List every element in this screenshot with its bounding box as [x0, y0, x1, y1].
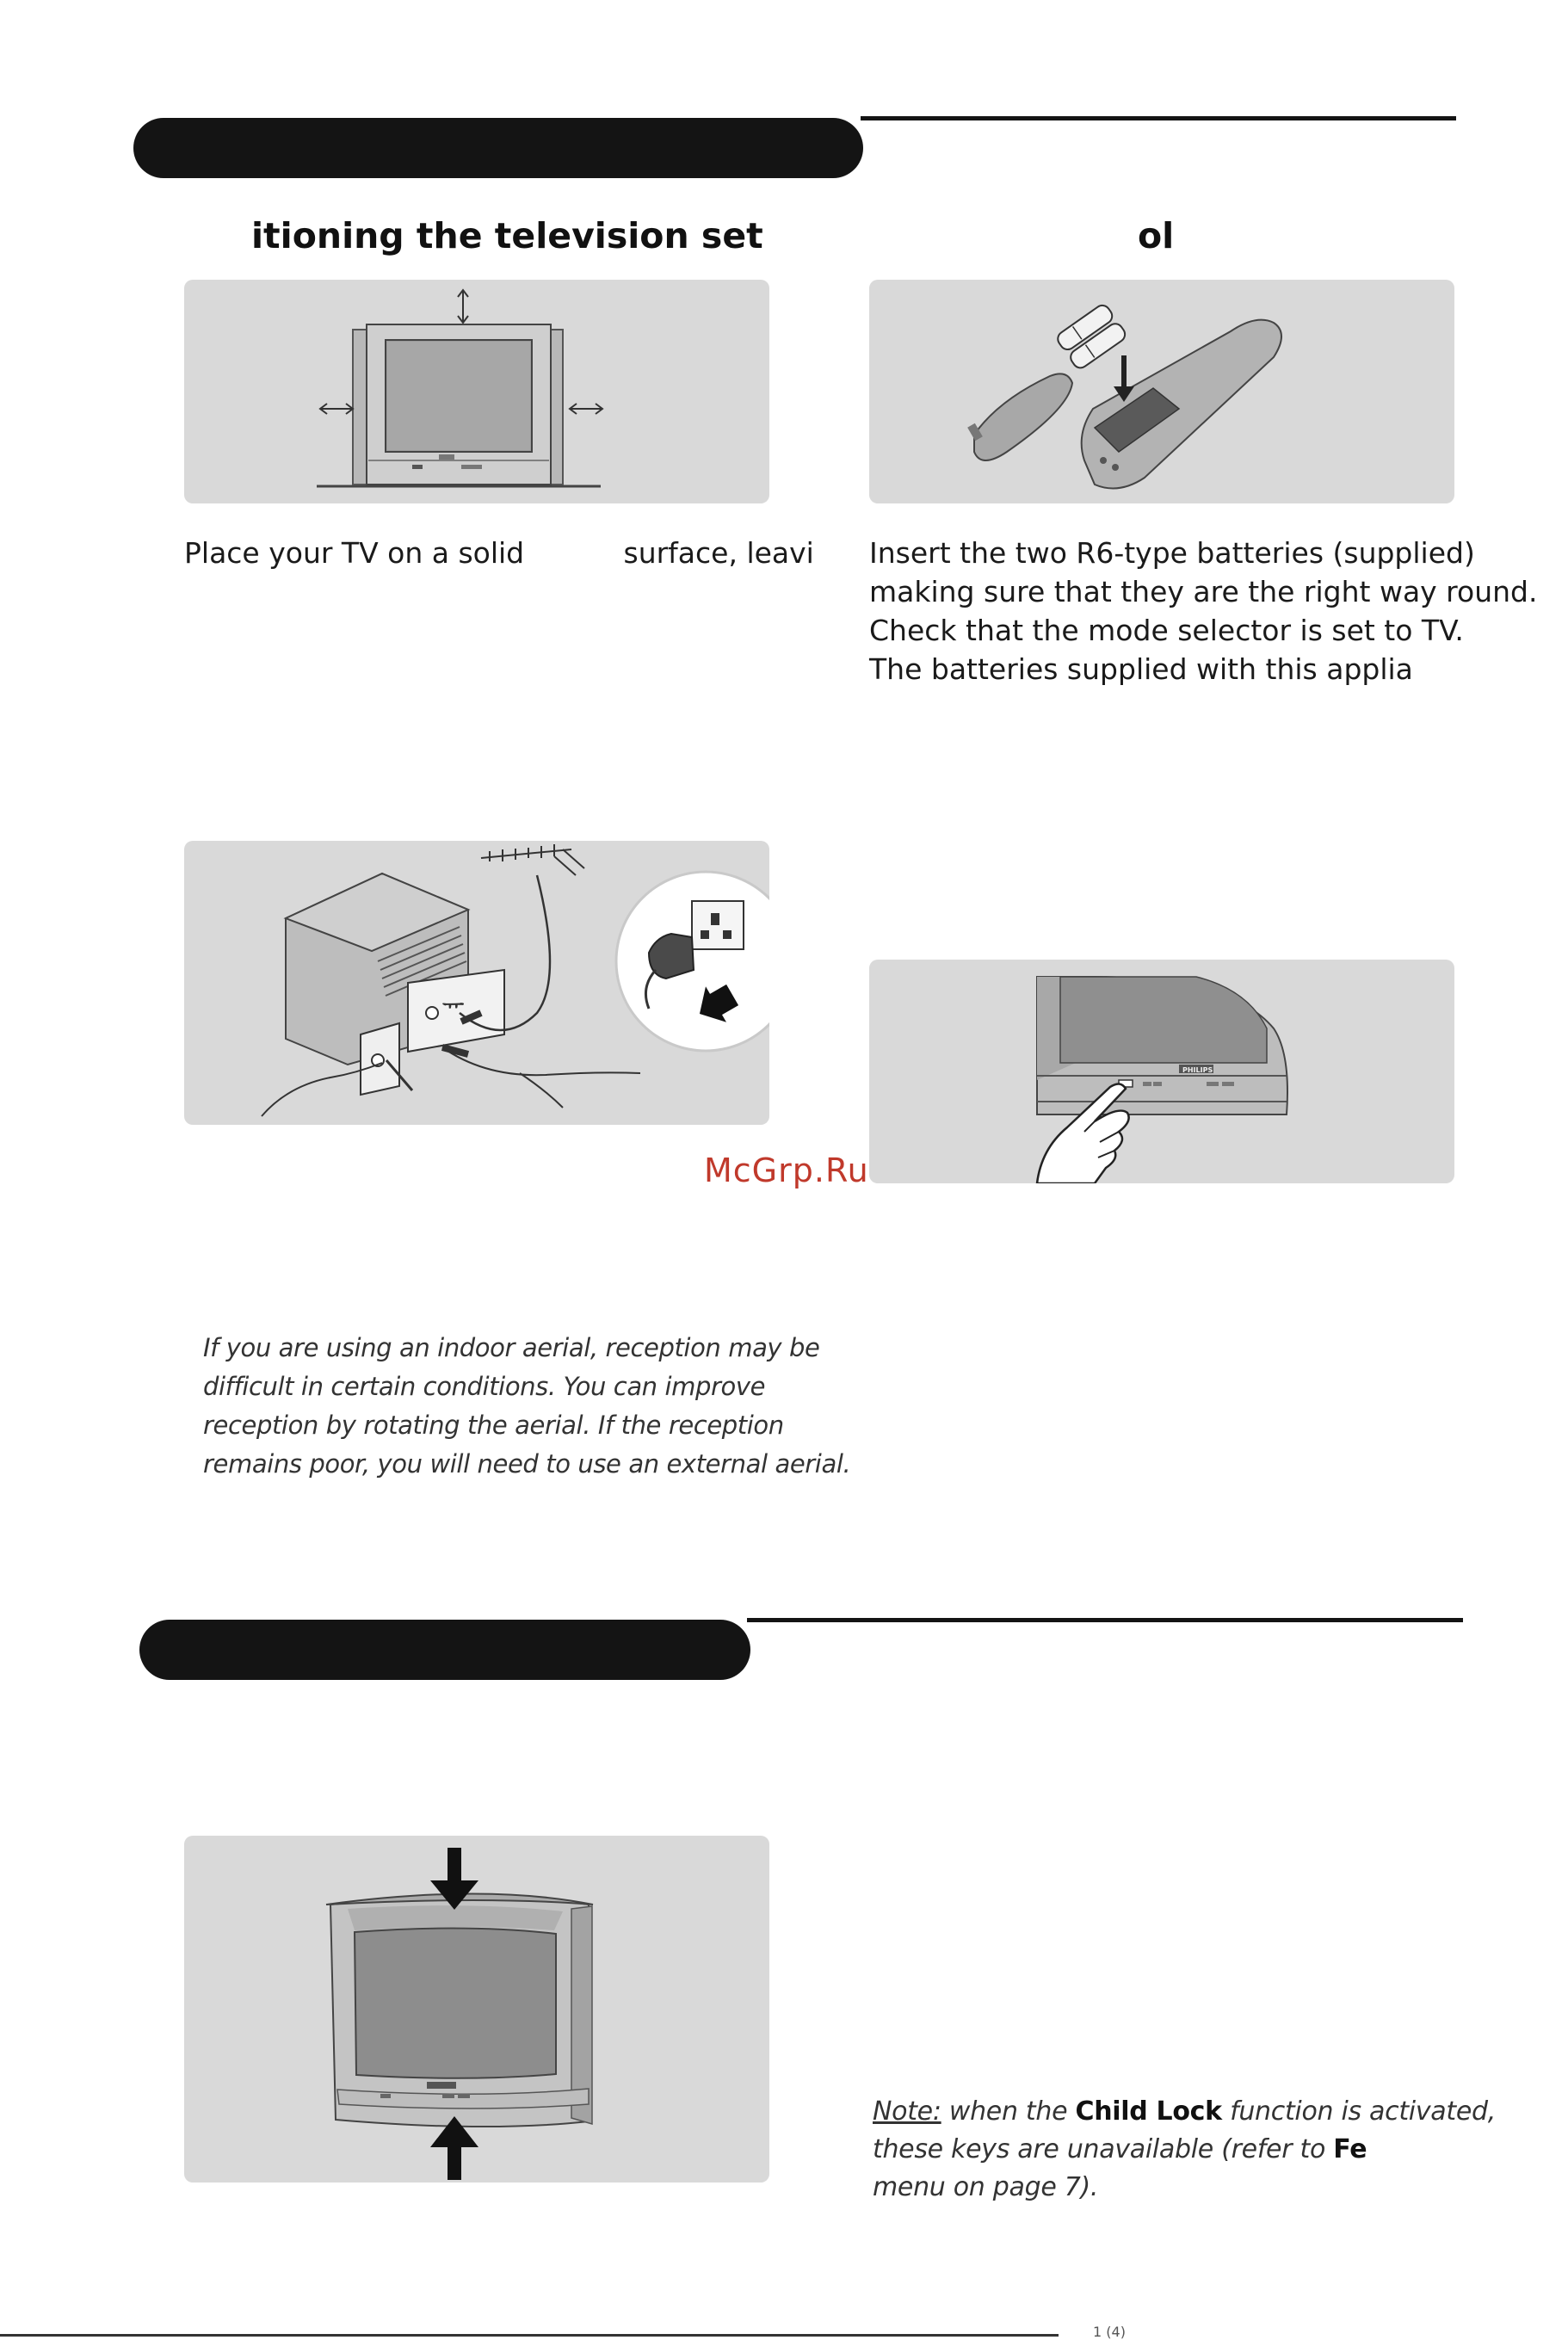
- footer-rule: [0, 2334, 1059, 2337]
- remote-instructions-line: The batteries supplied with this applia: [869, 652, 1413, 686]
- note-label: Note:: [873, 2096, 941, 2127]
- remote-instructions-line: Insert the two R6-type batteries (supplied): [869, 536, 1475, 570]
- tv-keys-illustration: [184, 1836, 769, 2183]
- aerial-tip-line: remains poor, you will need to use an external aerial.: [203, 1449, 851, 1479]
- section-rule-keys: [747, 1618, 1463, 1622]
- remote-instructions-line: Check that the mode selector is set to TV.: [869, 614, 1464, 647]
- aerial-connection-illustration: [184, 841, 769, 1125]
- note-text: these keys are unavailable (refer to: [873, 2134, 1334, 2164]
- watermark: McGrp.Ru: [704, 1151, 869, 1189]
- note-line-2: [873, 2131, 1367, 2169]
- aerial-tip-line: If you are using an indoor aerial, reception may be: [203, 1333, 820, 1362]
- positioning-text: Place your TV on a solid surface, leavi: [184, 536, 814, 570]
- remote-control-illustration: [869, 280, 1454, 503]
- tv-brand-label: PHILIPS: [1182, 1066, 1213, 1074]
- aerial-tip-line: difficult in certain conditions. You can improve: [203, 1372, 766, 1401]
- note-bold-term: Fe: [1333, 2134, 1367, 2164]
- power-button-illustration: [869, 960, 1454, 1183]
- note-text: function is activated,: [1221, 2096, 1496, 2127]
- section-title-bar-installation: [133, 118, 863, 178]
- remote-instructions-line: making sure that they are the right way round.: [869, 575, 1538, 608]
- note-line-3: menu on page 7).: [873, 2172, 1099, 2202]
- aerial-tip-line: reception by rotating the aerial. If the reception: [203, 1411, 784, 1440]
- tv-positioning-illustration: [184, 280, 769, 503]
- section-rule-installation: [861, 116, 1456, 120]
- note-text: when the: [941, 2096, 1076, 2127]
- remote-control-heading: ol: [1138, 215, 1175, 256]
- note-bold-term: Child Lock: [1075, 2096, 1222, 2127]
- note-line-1: [873, 2093, 1496, 2131]
- svg-text:ᅲ: ᅲ: [442, 993, 465, 1019]
- page-number: 1 (4): [1093, 2324, 1126, 2340]
- section-title-bar-keys: [139, 1620, 750, 1680]
- positioning-heading: itioning the television set: [251, 215, 763, 256]
